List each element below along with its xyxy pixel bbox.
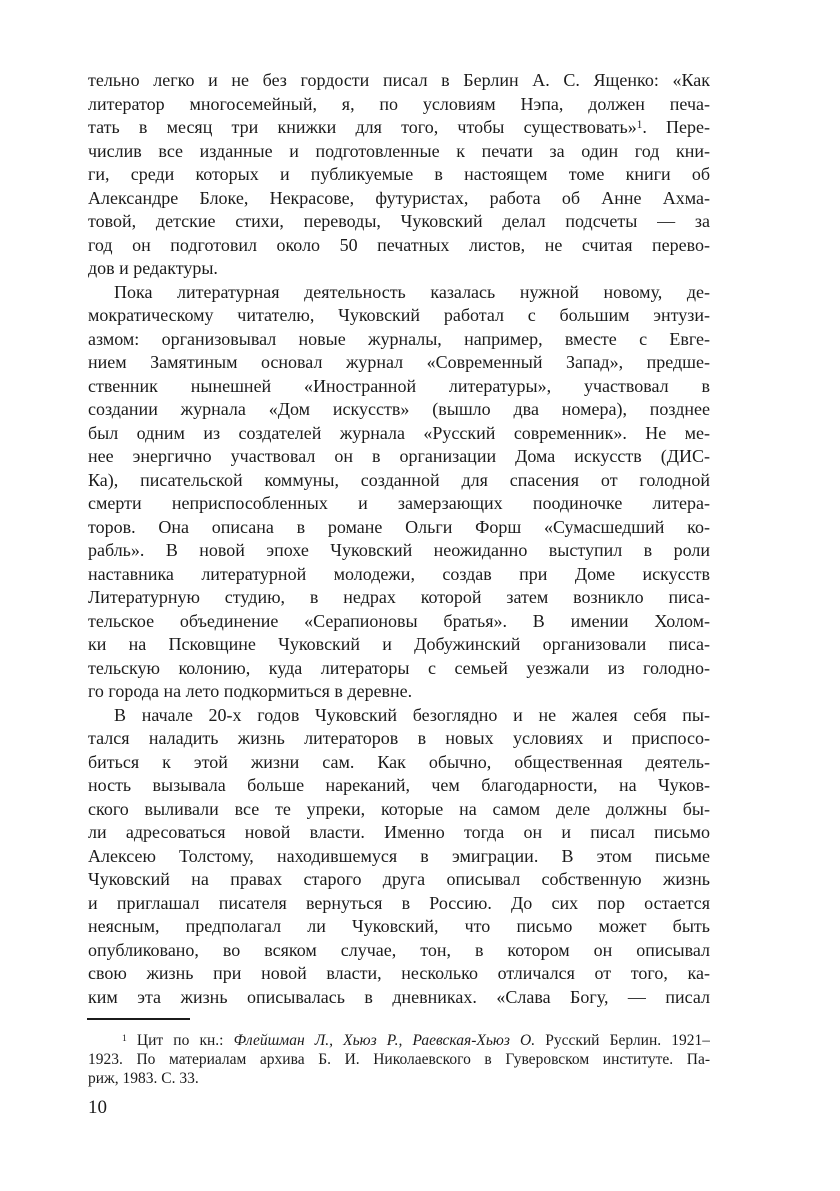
text-run: риж, 1983. С. 33. [88, 1070, 199, 1087]
paragraph [88, 704, 710, 1010]
text-run: Александре Блоке, Некрасове, футуристах, работа об Анне Ахма- [88, 187, 710, 208]
text-run: го города на лето подкормиться в деревне. [88, 681, 413, 701]
text-line [88, 563, 710, 587]
text-line [88, 962, 710, 986]
text-line [88, 774, 710, 798]
footnote-line [88, 1050, 710, 1069]
text-line [88, 915, 710, 939]
text-line [88, 610, 710, 634]
text-line [88, 680, 710, 704]
text-line [88, 257, 710, 281]
text-line [88, 539, 710, 563]
text-line [88, 351, 710, 375]
text-line [88, 492, 710, 516]
text-run: ки на Псковщине Чуковский и Добужинский организовали писа- [88, 634, 710, 654]
text-line [88, 304, 710, 328]
text-line [88, 163, 710, 187]
text-line [88, 116, 710, 140]
text-run: создании журнала «Дом искусств» (вышло два номера), позднее [88, 399, 710, 419]
text-line [88, 234, 710, 258]
text-run: был одним из создателей журнала «Русский современник». Не ме- [88, 422, 710, 443]
text-run: тать в месяц три книжки для того, чтобы существовать» [88, 117, 637, 137]
text-line [88, 657, 710, 681]
text-run: азмом: организовывал новые журналы, например, вместе с Евге- [88, 328, 710, 349]
text-line [88, 422, 710, 446]
text-run: тался наладить жизнь литераторов в новых условиях и приспосо- [88, 728, 710, 748]
text-line [88, 187, 710, 211]
italic-citation-text: Флейшман Л., Хьюз Р., Раевская-Хьюз О. [233, 1032, 536, 1049]
text-run: мократическому читателю, Чуковский работал с большим энтузи- [88, 305, 710, 325]
text-run: числив все изданные и подготовленные к печати за один год кни- [88, 140, 710, 161]
paragraph [88, 281, 710, 704]
text-run: Ка), писательской коммуны, созданной для спасения от голодной [88, 469, 710, 490]
text-line [88, 633, 710, 657]
text-line [88, 586, 710, 610]
text-line [88, 93, 710, 117]
text-line [88, 469, 710, 493]
text-run: Чуковский на правах старого друга описывал собственную жизнь [88, 869, 710, 889]
text-run: рабль». В новой эпохе Чуковский неожиданно выступил в роли [88, 540, 710, 560]
text-run: торов. Она описана в романе Ольги Форш «Сумасшедший ко- [88, 516, 710, 537]
text-run: Русский Берлин. 1921– [535, 1032, 710, 1049]
text-run: ность вызывала больше нареканий, чем благодарности, на Чуков- [88, 775, 710, 795]
text-line [88, 375, 710, 399]
paragraph [88, 69, 710, 281]
text-run: тельское объединение «Серапионовы братья». В имении Холом- [88, 610, 710, 631]
text-line [88, 798, 710, 822]
text-line [88, 210, 710, 234]
text-line [88, 328, 710, 352]
text-run: свою жизнь при новой власти, несколько отличался от того, ка- [88, 963, 710, 983]
text-run: дов и редактуры. [88, 258, 218, 278]
text-line [88, 939, 710, 963]
text-run: Алексею Толстому, находившемуся в эмиграции. В этом письме [88, 845, 710, 866]
text-run: год он подготовил около 50 печатных листов, не считая перево- [88, 234, 710, 255]
text-line [88, 281, 710, 305]
text-run: ственник нынешней «Иностранной литературы», участвовал в [88, 375, 710, 396]
text-run: Цит по кн.: [126, 1032, 234, 1049]
text-run: нее энергично участвовал он в организации Дома искусств (ДИС- [88, 446, 710, 466]
text-line [88, 751, 710, 775]
text-line [88, 868, 710, 892]
page-number: 10 [88, 1097, 107, 1118]
footnote-marker: 1 [122, 1032, 127, 1044]
text-run: Литературную студию, в недрах которой затем возникло писа- [88, 587, 710, 607]
text-run: неясным, предполагал ли Чуковский, что письмо может быть [88, 916, 710, 936]
text-line [88, 704, 710, 728]
text-line [88, 516, 710, 540]
text-line [88, 892, 710, 916]
text-run: ким эта жизнь описывалась в дневниках. «Слава Богу, — писал [88, 986, 710, 1007]
text-line [88, 821, 710, 845]
text-run: Пока литературная деятельность казалась нужной новому, де- [114, 281, 710, 302]
text-run: 1923. По материалам архива Б. И. Николаевского в Гуверовском институте. Па- [88, 1051, 710, 1068]
footnote-line [88, 1069, 710, 1088]
text-line [88, 140, 710, 164]
text-run: и приглашал писателя вернуться в Россию. До сих пор остается [88, 892, 710, 913]
text-line [88, 445, 710, 469]
text-run: ского выливали все те упреки, которые на самом деле должны бы- [88, 798, 710, 819]
text-run: биться к этой жизни сам. Как обычно, общественная деятель- [88, 751, 710, 772]
text-line [88, 398, 710, 422]
footnote-line [88, 1031, 710, 1050]
footnote [88, 1031, 710, 1088]
body-text [88, 69, 710, 1009]
text-run: тельскую колонию, куда литераторы с семьей уезжали из голодно- [88, 657, 710, 678]
text-line [88, 727, 710, 751]
footnote-separator-rule [87, 1018, 190, 1020]
text-run: литератор многосемейный, я, по условиям Нэпа, должен печа- [88, 93, 710, 114]
text-run: ли адресоваться новой власти. Именно тогда он и писал письмо [88, 822, 710, 842]
text-run: смерти неприспособленных и замерзающих поодиночке литера- [88, 493, 710, 513]
text-run: нием Замятиным основал журнал «Современный Запад», предше- [88, 352, 710, 372]
text-run: товой, детские стихи, переводы, Чуковский делал подсчеты — за [88, 211, 710, 231]
text-line [88, 986, 710, 1010]
footnote-marker: 1 [636, 118, 643, 131]
text-run: наставника литературной молодежи, создав при Доме искусств [88, 563, 710, 584]
text-run: В начале 20-х годов Чуковский безоглядно и не жалея себя пы- [114, 704, 710, 725]
text-line [88, 69, 710, 93]
text-run: опубликовано, во всяком случае, тон, в котором он описывал [88, 939, 710, 960]
text-run: . Пере- [642, 117, 710, 137]
text-run: тельно легко и не без гордости писал в Берлин А. С. Ященко: «Как [88, 70, 710, 90]
text-run: ги, среди которых и публикуемые в настоящем томе книги об [88, 164, 710, 184]
text-line [88, 845, 710, 869]
